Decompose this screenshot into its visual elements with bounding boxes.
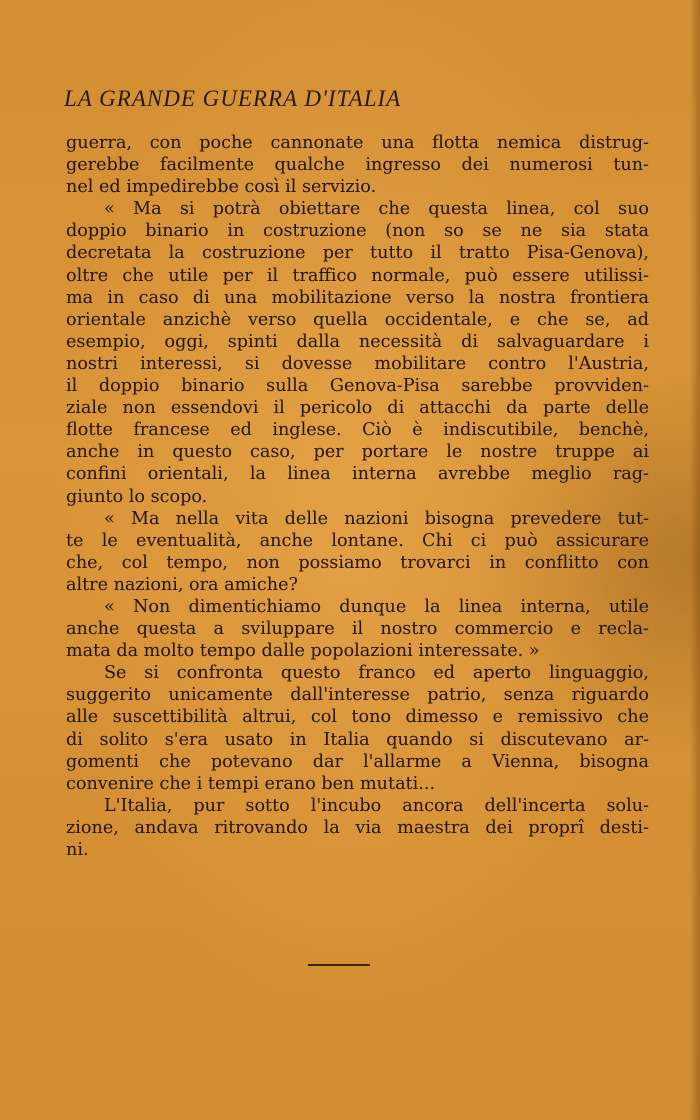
running-head: LA GRANDE GUERRA D'ITALIA — [64, 86, 402, 111]
text-line: Se si confronta questo franco ed aperto linguaggio, — [104, 663, 649, 684]
text-line: L'Italia, pur sotto l'incubo ancora dell'incerta solu- — [104, 795, 649, 816]
text-line: « Non dimentichiamo dunque la linea interna, utile — [104, 596, 649, 617]
text-line: mata da molto tempo dalle popolazioni interessate. » — [66, 641, 540, 662]
text-line: « Ma nella vita delle nazioni bisogna prevedere tut- — [104, 508, 649, 529]
text-line: nel ed impedirebbe così il servizio. — [66, 177, 377, 198]
text-line: anche in questo caso, per portare le nostre truppe ai — [66, 442, 649, 463]
text-line: che, col tempo, non possiamo trovarci in conflitto con — [66, 552, 649, 573]
text-line: flotte francese ed inglese. Ciò è indiscutibile, benchè, — [66, 420, 649, 441]
text-line: esempio, oggi, spinti dalla necessità di salvaguardare i — [66, 331, 649, 352]
text-line: nostri interessi, si dovesse mobilitare contro l'Austria, — [66, 353, 649, 374]
text-line: orientale anzichè verso quella occidentale, e che se, ad — [66, 309, 649, 330]
text-line: ma in caso di una mobilitazione verso la nostra frontiera — [66, 287, 649, 308]
text-line: oltre che utile per il traffico normale, può essere utilissi- — [66, 265, 649, 286]
paragraph — [66, 198, 649, 507]
text-line: altre nazioni, ora amiche? — [66, 574, 298, 595]
text-line: giunto lo scopo. — [66, 486, 208, 507]
text-line: convenire che i tempi erano ben mutati... — [66, 773, 436, 794]
paragraph — [66, 132, 649, 198]
text-line: gomenti che potevano dar l'allarme a Vienna, bisogna — [66, 751, 649, 772]
body-text — [66, 132, 649, 861]
text-line: anche questa a sviluppare il nostro commercio e recla- — [66, 619, 649, 640]
text-line: doppio binario in costruzione (non so se ne sia stata — [66, 221, 649, 242]
text-line: ni. — [66, 840, 89, 860]
paragraph — [66, 795, 649, 861]
text-line: te le eventualità, anche lontane. Chi ci può assicurare — [66, 530, 649, 551]
text-line: alle suscettibilità altrui, col tono dimesso e remissivo che — [66, 707, 649, 728]
text-line: il doppio binario sulla Genova-Pisa sarebbe provviden- — [66, 376, 649, 397]
paragraph — [66, 508, 649, 596]
text-line: suggerito unicamente dall'interesse patrio, senza riguardo — [66, 685, 649, 706]
text-line: « Ma si potrà obiettare che questa linea, col suo — [104, 199, 649, 220]
page-edge-shadow — [690, 0, 700, 1120]
paragraph — [66, 662, 649, 795]
text-line: zione, andava ritrovando la via maestra dei proprî desti- — [66, 817, 649, 838]
text-line: gerebbe facilmente qualche ingresso dei numerosi tun- — [66, 155, 649, 176]
text-line: ziale non essendovi il pericolo di attacchi da parte delle — [66, 398, 649, 419]
paragraph — [66, 596, 649, 662]
text-line: guerra, con poche cannonate una flotta nemica distrug- — [66, 133, 649, 153]
text-line: di solito s'era usato in Italia quando si discutevano ar- — [66, 729, 649, 750]
text-line: decretata la costruzione per tutto il tratto Pisa-Genova), — [66, 243, 649, 264]
text-line: confini orientali, la linea interna avrebbe meglio rag- — [66, 464, 649, 485]
section-divider — [308, 964, 370, 966]
